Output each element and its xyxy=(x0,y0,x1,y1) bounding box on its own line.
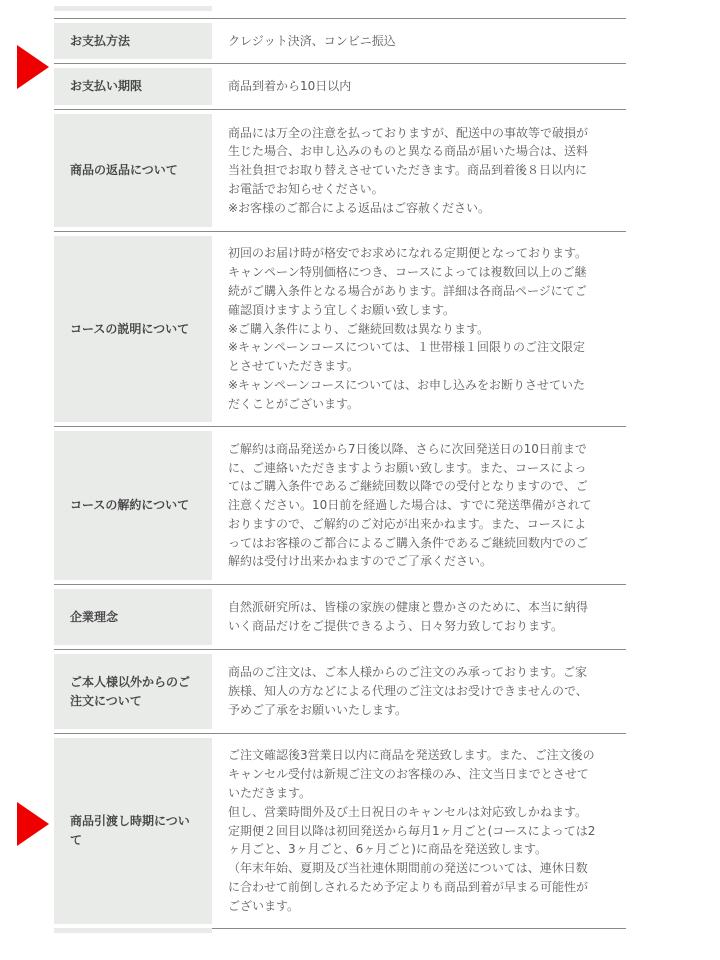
row-payment-deadline xyxy=(54,64,626,110)
row-label: コースの解約について xyxy=(54,431,212,580)
row-content: ご解約は商品発送から7日後以降、さらに次回発送日の10日前まで に、ご連絡いただきますようお願い致します。また、コースによっ てはご購入条件であるご継続回数以降での受付となりますので、ご 注意ください。10日前を経過した場合は、すでに発送準備がされて おりますので、ご解約のご対応が出来かねます。また、コースによ ってはお客様のご都合によるご購入条件であるご継続回数内でのご 解約は受付け出来かねますのでご了承ください。 xyxy=(228,441,592,569)
row-content: クレジット決済、コンビニ振込 xyxy=(228,33,396,48)
row-course-cancellation xyxy=(54,427,626,585)
row-corporate-philosophy xyxy=(54,585,626,650)
row-content: 自然派研究所は、皆様の家族の健康と豊かさのために、本当に納得 いく商品だけをご提供できるよう、日々努力致しております。 xyxy=(228,600,589,633)
bottom-header-stub xyxy=(54,928,212,933)
row-payment-method xyxy=(54,19,626,64)
arrow-right-icon xyxy=(17,45,49,89)
store-info-table xyxy=(54,18,626,929)
arrow-right-icon xyxy=(17,802,49,846)
row-content: ご注文確認後3営業日以内に商品を発送致します。また、ご注文後の キャンセル受付は新規ご注文のお客様のみ、注文当日までとさせて いただきます。 但し、営業時間外及び土日祝日のキャンセルは対応致しかねます。 定期便２回目以降は初回発送から毎月1ヶ月ごと(コースによっては2 ヶ月ごと、3ヶ月ごと、6ヶ月ごと)に商品を発送致します。 （年末年始、夏期及び当社連休期間前の発送については、連休日数 に合わせて前倒しされるため予定よりも商品到着が早まる可能性が ございます。 xyxy=(228,748,596,913)
row-content: 商品到着から10日以内 xyxy=(228,79,352,94)
row-delivery-timing xyxy=(54,734,626,929)
row-label: お支払い期限 xyxy=(54,68,212,105)
top-header-stub xyxy=(54,6,212,11)
row-label: コースの説明について xyxy=(54,236,212,422)
row-label: 商品引渡し時期について xyxy=(54,738,212,924)
row-label: お支払方法 xyxy=(54,23,212,59)
row-label: ご本人様以外からのご注文について xyxy=(54,654,212,729)
row-third-party-orders xyxy=(54,650,626,734)
row-label: 商品の返品について xyxy=(54,114,212,227)
row-label: 企業理念 xyxy=(54,589,212,645)
row-content: 商品には万全の注意を払っておりますが、配送中の事故等で破損が 生じた場合、お申し込みのものと異なる商品が届いた場合は、送料 当社負担でお取り替えさせていただきます。商品到着後８日以内に お電話でお知らせください。 ※お客様のご都合による返品はご容赦ください。 xyxy=(228,125,589,215)
row-returns xyxy=(54,110,626,232)
row-content: 初回のお届け時が格安でお求めになれる定期便となっております。 キャンペーン特別価格につき、コースによっては複数回以上のご継 続がご購入条件となる場合があります。詳細は各商品ページにてご 確認頂けますよう宜しくお願い致します。 ※ご購入条件により、ご継続回数は異なります。 ※キャンペーンコースについては、１世帯様１回限りのご注文限定 とさせていただきます。 ※キャンペーンコースについては、お申し込みをお断りさせていた だくことがございます。 xyxy=(228,246,588,411)
row-course-description xyxy=(54,232,626,427)
row-content: 商品のご注文は、ご本人様からのご注文のみ承っております。ご家 族様、知人の方などによる代理のご注文はお受けできませんので、 予めご了承をお願いいたします。 xyxy=(228,665,588,717)
